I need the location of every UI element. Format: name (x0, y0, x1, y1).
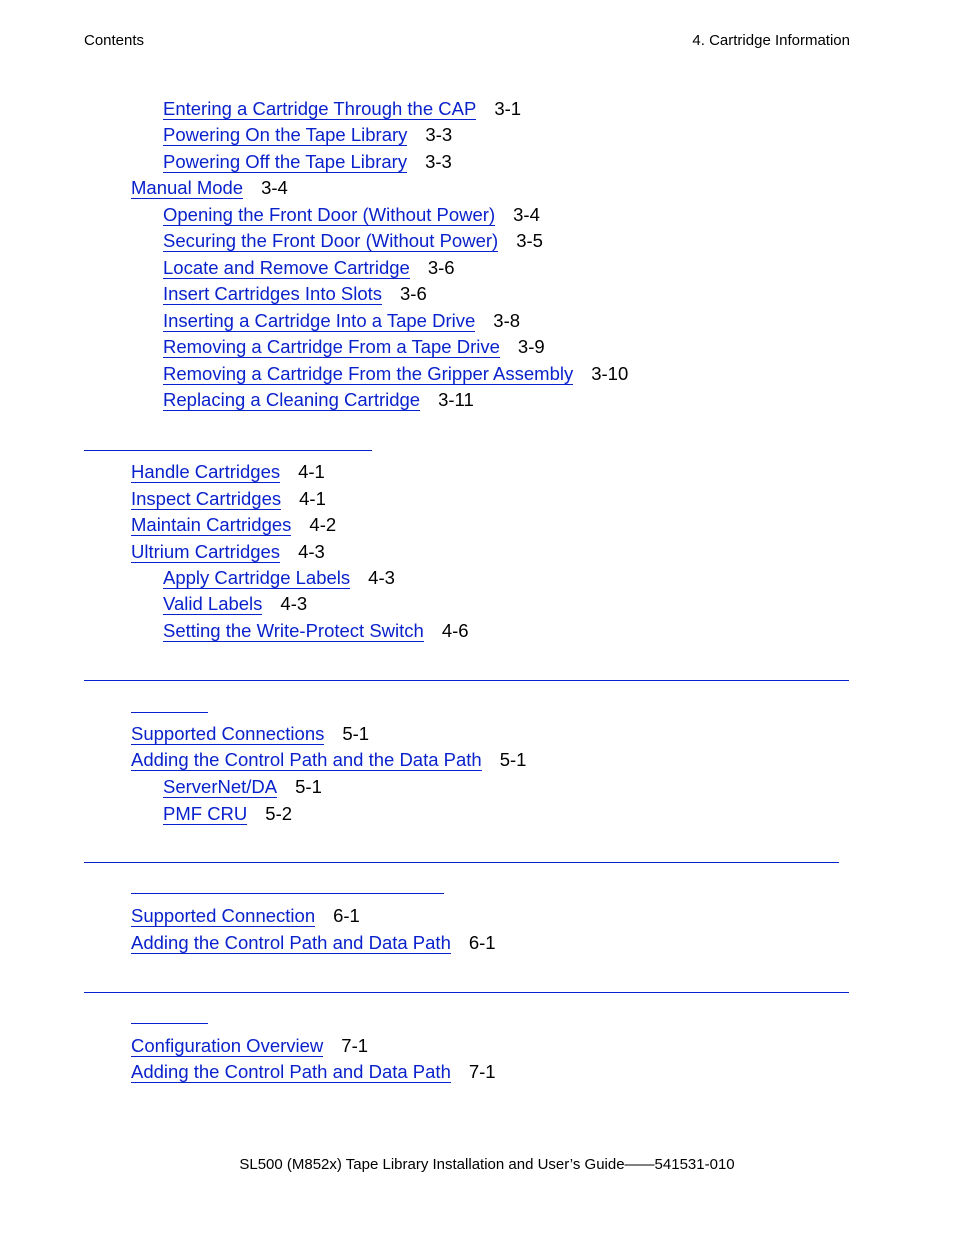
toc-entry (131, 749, 526, 771)
toc-entry (163, 151, 452, 173)
toc-page-number: 3-11 (438, 389, 474, 410)
toc-page-number: 6-1 (333, 905, 360, 926)
toc-page-number: 5-2 (265, 803, 293, 824)
toc-entry (163, 389, 474, 411)
toc-link[interactable]: Removing a Cartridge From the Gripper Assembly (163, 363, 574, 384)
toc-entry (163, 230, 543, 252)
subsection-divider (131, 1023, 208, 1024)
subsection-divider (131, 712, 208, 713)
toc-entry (163, 204, 540, 226)
running-header-left: Contents (84, 32, 145, 49)
toc-link[interactable]: ServerNet/DA (163, 776, 278, 797)
toc-link[interactable]: Supported Connections (131, 723, 325, 744)
section-divider (84, 450, 372, 451)
toc-entry (163, 593, 307, 615)
toc-link[interactable]: Powering On the Tape Library (163, 124, 408, 145)
toc-entry (163, 257, 455, 279)
toc-entry (163, 620, 469, 642)
toc-entry (163, 98, 521, 120)
toc-entry (131, 461, 325, 483)
running-footer: SL500 (M852x) Tape Library Installation and User’s Guide——541531-010 (239, 1156, 735, 1173)
toc-entry (163, 363, 628, 385)
toc-entry (131, 177, 288, 199)
toc-entry (163, 124, 452, 146)
toc-link[interactable]: Insert Cartridges Into Slots (163, 283, 383, 304)
toc-entry (131, 905, 360, 927)
toc-entry (131, 488, 326, 510)
toc-page-number: 6-1 (468, 932, 496, 953)
toc-link[interactable]: Adding the Control Path and Data Path (131, 1061, 451, 1082)
toc-entry (131, 514, 336, 536)
subsection-divider (131, 893, 444, 894)
toc-link[interactable]: Adding the Control Path and Data Path (131, 932, 451, 953)
section-divider (84, 992, 849, 993)
toc-page-number: 3-8 (493, 310, 521, 331)
toc-page-number: 3-3 (425, 151, 452, 172)
toc-entry (131, 541, 325, 563)
toc-page-number: 5-1 (499, 749, 527, 770)
toc-link[interactable]: Valid Labels (163, 593, 263, 614)
toc-entry (163, 803, 292, 825)
toc-page-number: 3-3 (425, 124, 453, 145)
toc-link[interactable]: Configuration Overview (131, 1035, 324, 1056)
toc-page-number: 3-4 (261, 177, 288, 198)
toc-link[interactable]: Replacing a Cleaning Cartridge (163, 389, 421, 410)
toc-page-number: 7-1 (468, 1061, 496, 1082)
toc-entry (163, 336, 545, 358)
toc-page-number: 4-3 (298, 541, 325, 562)
toc-page-number: 4-3 (280, 593, 308, 614)
toc-entry (163, 776, 322, 798)
toc-page-number: 4-1 (299, 488, 326, 509)
toc-page-number: 7-1 (341, 1035, 369, 1056)
section-divider (84, 680, 849, 681)
toc-page-number: 3-9 (517, 336, 545, 357)
toc-link[interactable]: Manual Mode (131, 177, 244, 198)
toc-page-number: 5-1 (342, 723, 370, 744)
toc-link[interactable]: Locate and Remove Cartridge (163, 257, 410, 278)
toc-link[interactable]: Opening the Front Door (Without Power) (163, 204, 496, 225)
toc-entry (131, 1061, 496, 1083)
toc-page-number: 4-3 (368, 567, 395, 588)
toc-page-number: 3-1 (494, 98, 522, 119)
toc-link[interactable]: Inserting a Cartridge Into a Tape Drive (163, 310, 476, 331)
toc-page-number: 5-1 (295, 776, 322, 797)
toc-link[interactable]: Maintain Cartridges (131, 514, 292, 535)
toc-page-number: 3-10 (591, 363, 629, 384)
toc-page-number: 3-5 (516, 230, 543, 251)
toc-entry (131, 723, 369, 745)
toc-link[interactable]: Ultrium Cartridges (131, 541, 281, 562)
toc-link[interactable]: Adding the Control Path and the Data Path (131, 749, 482, 770)
section-divider (84, 862, 839, 863)
toc-link[interactable]: Removing a Cartridge From a Tape Drive (163, 336, 500, 357)
toc-link[interactable]: Supported Connection (131, 905, 316, 926)
toc-page-number: 4-1 (298, 461, 325, 482)
toc-link[interactable]: Setting the Write-Protect Switch (163, 620, 424, 641)
toc-page-number: 4-2 (309, 514, 337, 535)
toc-page-number: 3-6 (427, 257, 455, 278)
toc-link[interactable]: Powering Off the Tape Library (163, 151, 408, 172)
toc-entry (163, 283, 427, 305)
toc-page-number: 3-6 (400, 283, 427, 304)
running-header-right: 4. Cartridge Information (692, 32, 850, 49)
toc-page-number: 3-4 (513, 204, 540, 225)
toc-link[interactable]: Handle Cartridges (131, 461, 281, 482)
toc-page-number: 4-6 (441, 620, 469, 641)
toc-link[interactable]: Apply Cartridge Labels (163, 567, 351, 588)
toc-entry (163, 567, 395, 589)
toc-link[interactable]: Inspect Cartridges (131, 488, 282, 509)
toc-link[interactable]: Entering a Cartridge Through the CAP (163, 98, 477, 119)
toc-entry (131, 1035, 368, 1057)
toc-link[interactable]: Securing the Front Door (Without Power) (163, 230, 499, 251)
toc-link[interactable]: PMF CRU (163, 803, 248, 824)
toc-entry (131, 932, 496, 954)
toc-entry (163, 310, 520, 332)
